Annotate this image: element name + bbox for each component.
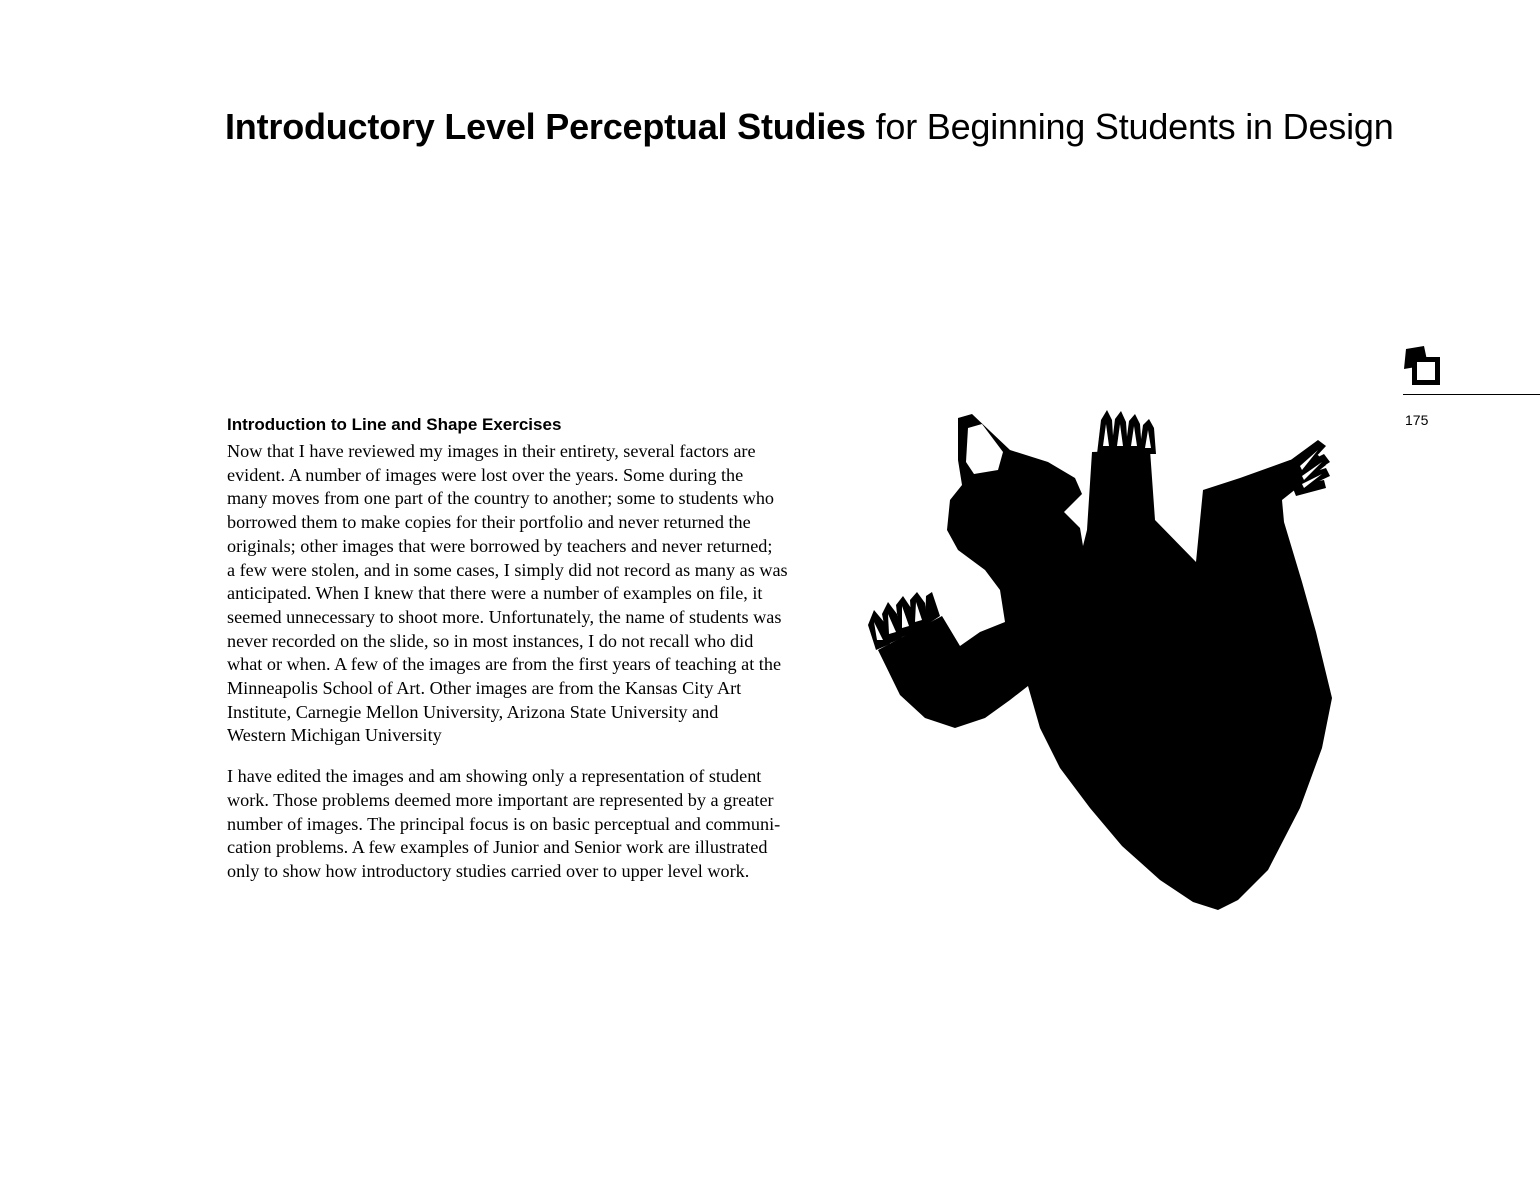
text-line: evident. A number of images were lost over the years. Some during the [227,464,744,485]
text-line: originals; other images that were borrowed by teachers and never returned; [227,535,773,556]
text-line: I have edited the images and am showing only a representation of student [227,766,762,787]
text-line: anticipated. When I knew that there were a number of examples on file, it [227,583,763,604]
paragraph-1 [227,440,807,748]
section-heading: Introduction to Line and Shape Exercises [227,415,562,434]
text-line: work. Those problems deemed more important are represented by a greater [227,789,774,810]
paragraph-2 [227,765,807,884]
text-line: cation problems. A few examples of Junior and Senior work are illustrated [227,837,768,858]
text-line: Now that I have reviewed my images in their entirety, several factors are [227,441,756,461]
page-title-light: for Beginning Students in Design [875,106,1394,147]
text-line: borrowed them to make copies for their portfolio and never returned the [227,512,751,533]
text-line: Institute, Carnegie Mellon University, Arizona State University and [227,701,719,722]
text-line: only to show how introductory studies carried over to upper level work. [227,860,750,881]
margin-rule [1403,394,1540,395]
text-line: a few were stolen, and in some cases, I simply did not record as many as was [227,559,788,580]
body-text [227,440,807,901]
page-number: 175 [1405,412,1429,428]
text-line: seemed unnecessary to shoot more. Unfortunately, the name of students was [227,606,782,627]
text-line: Minneapolis School of Art. Other images are from the Kansas City Art [227,678,742,699]
text-line: many moves from one part of the country to another; some to students who [227,488,775,509]
text-line: Western Michigan University [227,725,442,746]
chapter-squares-icon [1404,345,1444,387]
page-title-bold: Introductory Level Perceptual Studies [225,106,866,147]
figure-silhouette-illustration [860,400,1340,920]
text-line: never recorded on the slide, so in most instances, I do not recall who did [227,630,754,651]
page-title [225,104,1394,150]
text-line: what or when. A few of the images are from the first years of teaching at the [227,654,782,675]
text-line: number of images. The principal focus is on basic perceptual and communi- [227,813,781,834]
